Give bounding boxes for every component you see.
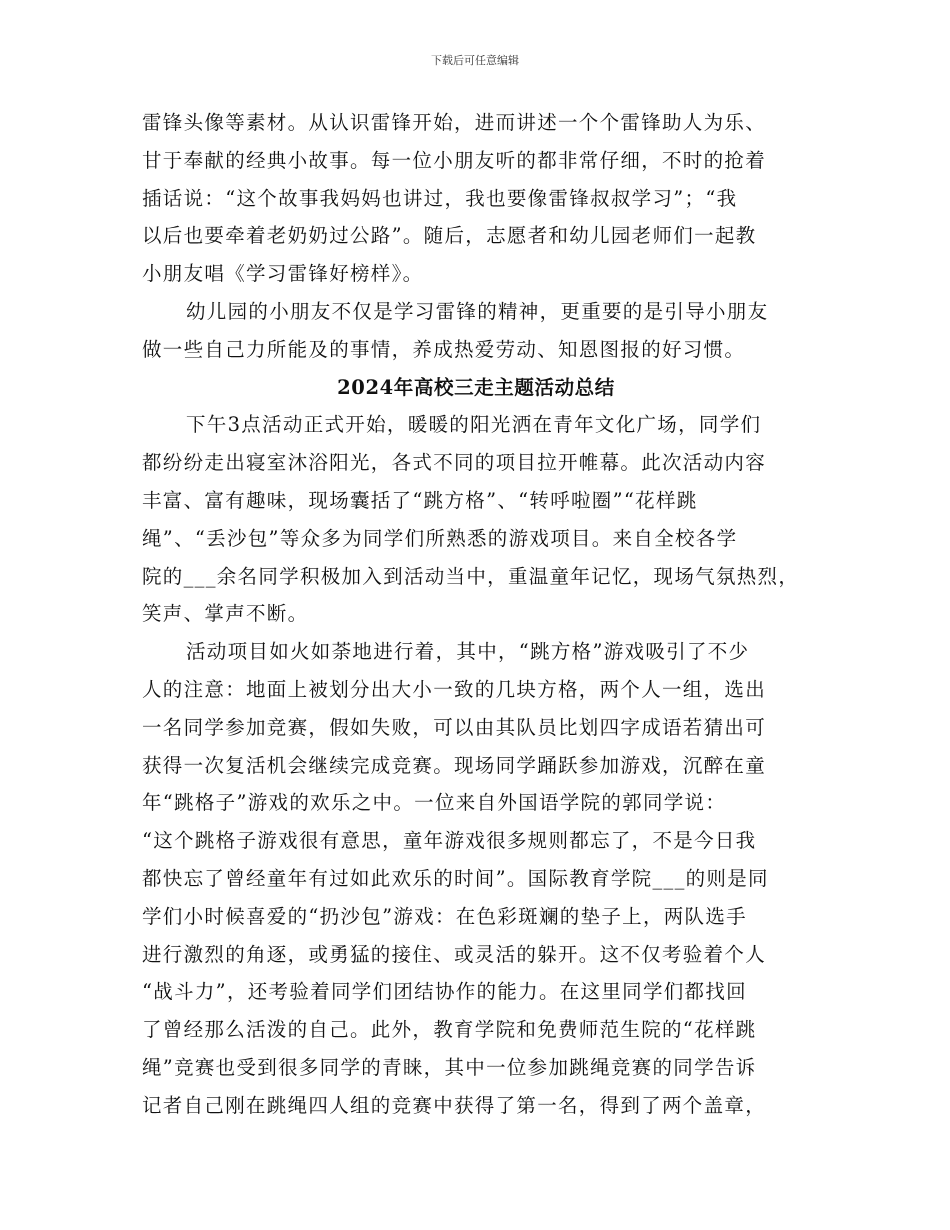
document-body [142,104,810,1125]
text-line: 小朋友唱《学习雷锋好榜样》。 [142,262,424,286]
paragraph-start-line: 活动项目如火如荼地进行着，其中，“跳方格”游戏吸引了不少 [186,640,750,664]
paragraph-start-line: 幼儿园的小朋友不仅是学习雷锋的精神，更重要的是引导小朋友 [186,299,769,323]
text-line: 插话说：“这个故事我妈妈也讲过，我也要像雷锋叔叔学习”；“我 [142,186,738,210]
text-line: 学们小时候喜爱的“扔沙包”游戏：在色彩斑斓的垫子上，两队选手 [142,904,747,928]
page-header: 下载后可任意编辑 [431,54,519,67]
text-line: 都纷纷走出寝室沐浴阳光，各式不同的项目拉开帷幕。此次活动内容 [142,451,767,475]
text-line: 获得一次复活机会继续完成竞赛。现场同学踊跃参加游戏，沉醉在童 [142,753,767,777]
text-line: 都快忘了曾经童年有过如此欢乐的时间”。国际教育学院___的则是同 [142,866,769,890]
text-line: 一名同学参加竞赛，假如失败，可以由其队员比划四字成语若猜出可 [142,715,767,739]
text-line: 雷锋头像等素材。从认识雷锋开始，进而讲述一个个雷锋助人为乐、 [142,111,767,134]
text-line: 年“跳格子”游戏的欢乐之中。一位来自外国语学院的郭同学说： [142,791,727,815]
text-line: 丰富、富有趣味，现场囊括了“跳方格”、“转呼啦圈”“花样跳 [142,488,698,512]
text-line: 笑声、掌声不断。 [142,602,309,626]
text-line: 甘于奉献的经典小故事。每一位小朋友听的都非常仔细，不时的抢着 [142,148,767,172]
text-line: 记者自己刚在跳绳四人组的竞赛中获得了第一名，得到了两个盖章， [142,1093,767,1117]
text-line: 进行激烈的角逐，或勇猛的接住、或灵活的躲开。这不仅考验着个人 [142,942,767,966]
section-title: 2024年高校三走主题活动总结 [337,375,615,399]
text-line: 绳”、“丢沙包”等众多为同学们所熟悉的游戏项目。来自全校各学 [142,526,738,550]
text-line: 以后也要牵着老奶奶过公路”。随后，志愿者和幼儿园老师们一起教 [142,224,757,248]
text-line: 院的___余名同学积极加入到活动当中，重温童年记忆，现场气氛热烈， [142,564,800,588]
paragraph-start-line: 下午3点活动正式开始，暖暖的阳光洒在青年文化广场，同学们 [186,413,762,437]
text-line: 绳”竞赛也受到很多同学的青睐，其中一位参加跳绳竞赛的同学告诉 [142,1055,757,1079]
text-line: 了曾经那么活泼的自己。此外，教育学院和免费师范生院的“花样跳 [142,1018,757,1042]
text-line: “这个跳格子游戏很有意思，童年游戏很多规则都忘了，不是今日我 [142,829,757,853]
text-line: 做一些自己力所能及的事情，养成热爱劳动、知恩图报的好习惯。 [142,337,746,361]
text-line: 人的注意：地面上被划分出大小一致的几块方格，两个人一组，选出 [142,677,767,701]
text-line: “战斗力”，还考验着同学们团结协作的能力。在这里同学们都找回 [142,980,747,1004]
